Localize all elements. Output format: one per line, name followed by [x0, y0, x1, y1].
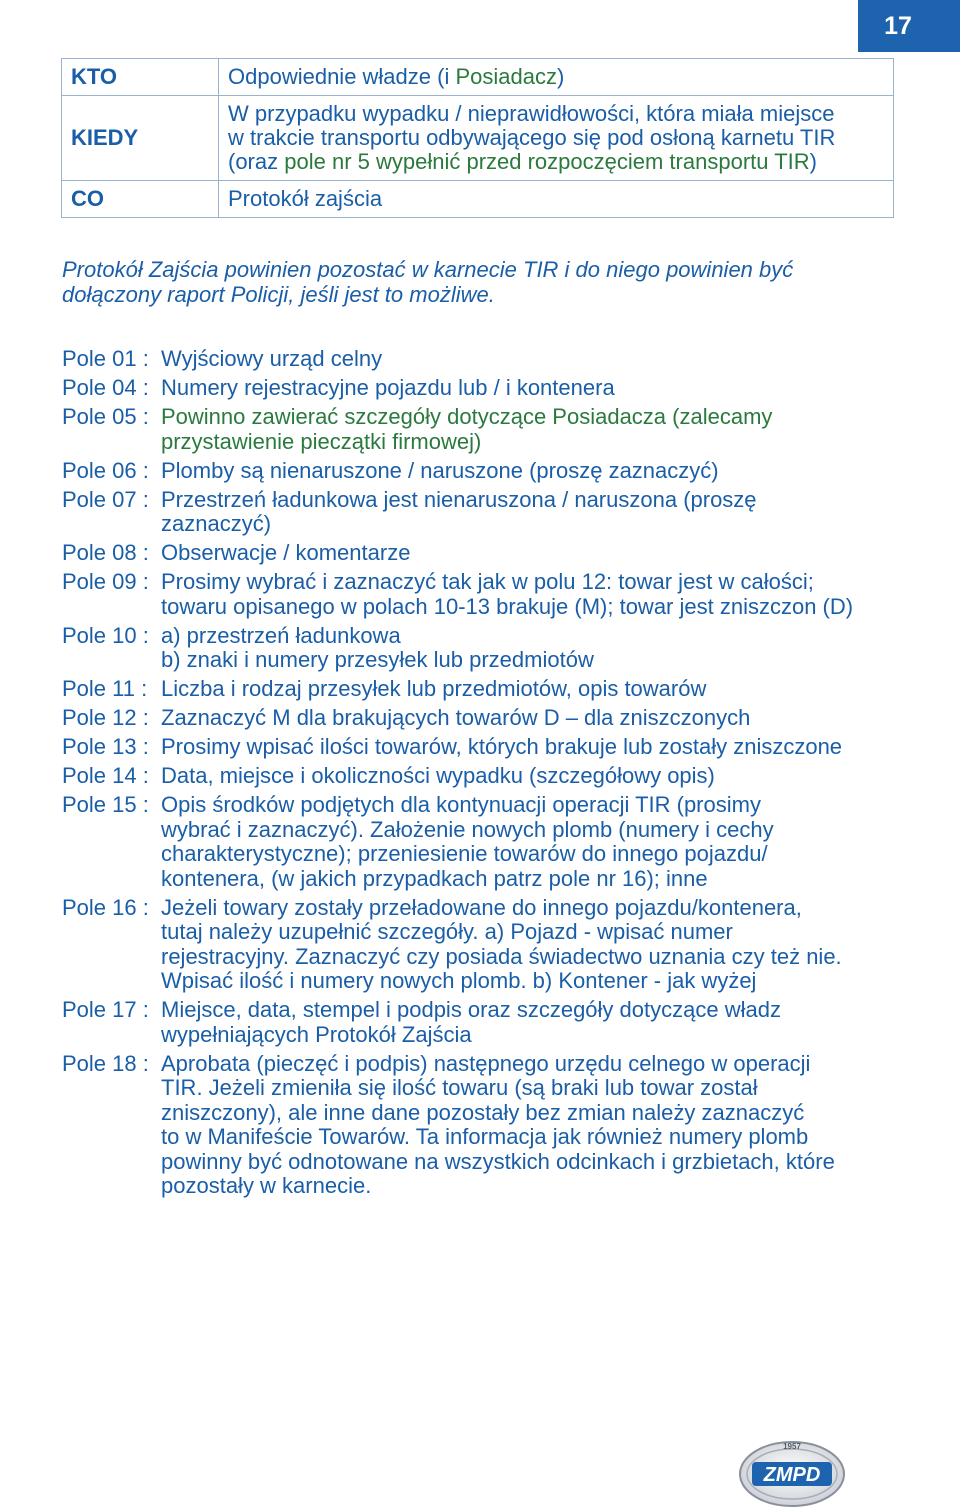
field-text-line: Liczba i rodzaj przesyłek lub przedmiotów, opis towarów	[161, 676, 707, 701]
field-text	[161, 624, 922, 673]
value-co: Protokół zajścia	[219, 181, 894, 218]
highlight-posiadacz: Posiadacz	[455, 64, 557, 89]
field-key: Pole 13 :	[62, 734, 155, 759]
field-row	[62, 793, 922, 891]
field-row	[62, 677, 922, 702]
field-text-line: wybrać i zaznaczyć). Założenie nowych plomb (numery i cechy	[161, 816, 774, 842]
field-key: Pole 01 :	[62, 346, 155, 371]
field-row	[62, 998, 922, 1047]
field-key: Pole 07 :	[62, 486, 155, 512]
field-text	[161, 1052, 922, 1199]
field-text-line: zaznaczyć)	[161, 511, 272, 536]
field-text-line: Numery rejestracyjne pojazdu lub / i kontenera	[161, 375, 615, 400]
field-text	[161, 998, 922, 1047]
field-row	[62, 1052, 922, 1199]
label-kto: KTO	[62, 59, 219, 96]
field-text-line: charakterystyczne); przeniesienie towarów do innego pojazdu/	[161, 841, 768, 866]
field-row	[62, 624, 922, 673]
field-text	[161, 735, 922, 760]
value-kiedy: W przypadku wypadku / nieprawidłowości, która miała miejsce w trakcie transportu odbywającego się pod osłoną karnetu TIR (oraz pole nr 5 wypełnić przed rozpoczęciem transportu TIR)	[219, 96, 894, 181]
field-text-line: Zaznaczyć M dla brakujących towarów D – dla zniszczonych	[161, 705, 751, 730]
field-key: Pole 17 :	[62, 997, 155, 1022]
field-text	[161, 793, 922, 891]
field-text-line: Wpisać ilość i numery nowych plomb. b) Kontener - jak wyżej	[161, 968, 757, 993]
field-text-line: Prosimy wpisać ilości towarów, których brakuje lub zostały zniszczone	[161, 734, 843, 759]
field-text-line: Prosimy wybrać i zaznaczyć tak jak w polu 12: towar jest w całości;	[161, 569, 814, 594]
field-text	[161, 488, 922, 537]
field-row	[62, 896, 922, 994]
label-co: CO	[62, 181, 219, 218]
field-row	[62, 735, 922, 760]
field-text-line: Plomby są nienaruszone / naruszone (proszę zaznaczyć)	[161, 457, 719, 483]
field-text-line: wypełniających Protokół Zajścia	[161, 1021, 472, 1047]
table-row-kiedy	[62, 96, 894, 181]
field-text-line: b) znaki i numery przesyłek lub przedmiotów	[161, 647, 594, 672]
fields-list	[62, 347, 922, 1203]
field-key: Pole 15 :	[62, 792, 155, 817]
field-key: Pole 11 :	[62, 676, 154, 701]
field-text	[161, 706, 922, 731]
field-row	[62, 459, 922, 484]
logo-year: 1957	[783, 1442, 801, 1451]
field-text-line: Wyjściowy urząd celny	[161, 346, 383, 371]
field-text	[161, 677, 922, 702]
field-text-line: Opis środków podjętych dla kontynuacji operacji TIR (prosimy	[161, 792, 761, 817]
field-text-line: Data, miejsce i okoliczności wypadku (szczegółowy opis)	[161, 763, 715, 788]
table-row-kto	[62, 59, 894, 96]
field-key: Pole 06 :	[62, 457, 155, 483]
field-text-line: Obserwacje / komentarze	[161, 540, 411, 565]
field-text-line: pozostały w karnecie.	[161, 1173, 372, 1198]
field-text-line: Aprobata (pieczęć i podpis) następnego urzędu celnego w operacji	[161, 1050, 811, 1076]
field-key: Pole 08 :	[62, 540, 155, 565]
field-key: Pole 16 :	[62, 894, 155, 920]
table-row-co	[62, 181, 894, 218]
field-row	[62, 706, 922, 731]
field-key: Pole 10 :	[62, 622, 155, 648]
field-row	[62, 488, 922, 537]
field-text-line: kontenera, (w jakich przypadkach patrz pole nr 16); inne	[161, 865, 708, 891]
value-kto: Odpowiednie władze (i Posiadacz)	[219, 59, 894, 96]
field-text-line: TIR. Jeżeli zmieniła się ilość towaru (są braki lub towar został	[161, 1075, 758, 1100]
field-key: Pole 18 :	[62, 1050, 155, 1076]
label-kiedy: KIEDY	[62, 96, 219, 181]
field-text	[161, 896, 922, 994]
page-number: 17	[858, 0, 960, 52]
field-text-line: Miejsce, data, stempel i podpis oraz szczegóły dotyczące władz	[161, 997, 781, 1022]
field-text	[161, 405, 922, 454]
field-text-line: rejestracyjny. Zaznaczyć czy posiada świadectwo uznania czy też nie.	[161, 943, 842, 969]
field-text-line: Jeżeli towary zostały przeładowane do innego pojazdu/kontenera,	[161, 894, 802, 920]
field-row	[62, 347, 922, 372]
field-key: Pole 04 :	[62, 375, 155, 400]
field-row	[62, 764, 922, 789]
field-row	[62, 570, 922, 619]
field-text	[161, 570, 922, 619]
field-key: Pole 14 :	[62, 763, 155, 788]
field-text-line: a) przestrzeń ładunkowa	[161, 622, 401, 648]
field-key: Pole 12 :	[62, 705, 155, 730]
field-text-line: to w Manifeście Towarów. Ta informacja jak również numery plomb	[161, 1124, 809, 1149]
field-row	[62, 405, 922, 454]
field-text	[161, 347, 922, 372]
note-paragraph: Protokół Zajścia powinien pozostać w karnecie TIR i do niego powinien być dołączony raport Policji, jeśli jest to możliwe.	[62, 257, 794, 307]
field-text	[161, 541, 922, 566]
info-table	[61, 58, 894, 218]
field-text-line: tutaj należy uzupełnić szczegóły. a) Pojazd - wpisać numer	[161, 919, 733, 944]
field-text	[161, 764, 922, 789]
field-text	[161, 459, 922, 484]
field-row	[62, 376, 922, 401]
field-key: Pole 09 :	[62, 569, 155, 594]
field-text-line: zniszczony), ale inne dane pozostały bez zmian należy zaznaczyć	[161, 1099, 805, 1125]
zmpd-logo	[738, 1438, 846, 1508]
field-row	[62, 541, 922, 566]
field-text	[161, 376, 922, 401]
field-text-line: Powinno zawierać szczegóły dotyczące Posiadacza (zalecamy	[161, 404, 773, 429]
field-text-line: przystawienie pieczątki firmowej)	[161, 428, 482, 454]
field-text-line: towaru opisanego w polach 10-13 brakuje (M); towar jest zniszczon (D)	[161, 593, 854, 619]
logo-name: ZMPD	[763, 1464, 821, 1486]
field-text-line: powinny być odnotowane na wszystkich odcinkach i grzbietach, które	[161, 1148, 835, 1174]
field-key: Pole 05 :	[62, 404, 155, 429]
highlight-pole-5: pole nr 5 wypełnić przed rozpoczęciem transportu TIR	[284, 149, 810, 174]
field-text-line: Przestrzeń ładunkowa jest nienaruszona / naruszona (proszę	[161, 486, 757, 512]
